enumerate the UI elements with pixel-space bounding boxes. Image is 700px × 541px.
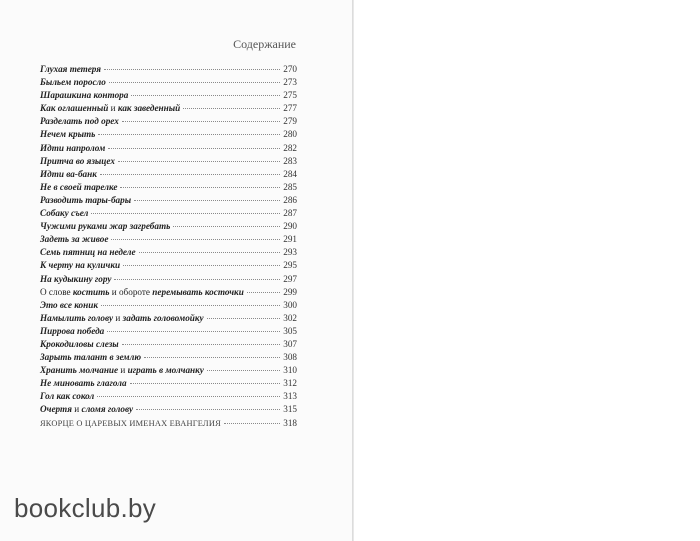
toc-entry [40,259,297,272]
dot-leader [108,148,280,149]
toc-entry [40,377,297,390]
dot-leader [122,344,281,345]
toc-title-fragment: Разводить тары-бары [40,194,132,205]
dot-leader [111,239,280,240]
toc-entry [40,168,297,181]
toc-entry-title [40,63,101,76]
toc-page-number: 308 [283,352,297,363]
table-of-contents [40,63,297,430]
toc-title-fragment: Намылить голову [40,312,114,323]
dot-leader [114,279,280,280]
toc-page-number: 279 [283,116,297,127]
toc-page-number: 285 [283,181,297,192]
toc-title-fragment: Пиррова победа [40,325,105,336]
toc-entry [40,312,297,325]
toc-page-number: 300 [283,299,297,310]
toc-entry-title [40,351,141,364]
toc-title-fragment: и обороте [109,286,153,297]
toc-title-fragment: Разделать под орех [40,116,119,127]
toc-entry [40,142,297,155]
toc-entry [40,128,297,141]
toc-entry-title [40,246,136,259]
dot-leader [139,252,281,253]
toc-page-number: 280 [283,129,297,140]
toc-title-fragment: сломя голову [81,404,134,415]
toc-title-fragment: и [118,365,128,376]
toc-title-fragment: Не в своей тарелке [40,181,118,192]
toc-page-number: 293 [283,247,297,258]
toc-entry-title [40,325,104,338]
toc-entry [40,338,297,351]
dot-leader [173,226,280,227]
toc-page-number: 287 [283,208,297,219]
toc-entry-title [40,168,97,181]
toc-title-fragment: костить [72,286,110,297]
toc-title-fragment: Очертя [40,404,72,415]
toc-entry [40,76,297,89]
toc-page-number: 275 [283,90,297,101]
toc-entry-title [40,390,94,403]
toc-page-number: 302 [283,312,297,323]
toc-entry [40,351,297,364]
dot-leader [136,409,280,410]
dot-leader [100,174,280,175]
toc-entry [40,63,297,76]
toc-title-fragment: задать головомойку [122,312,204,323]
toc-title-fragment: Нечем крыть [40,129,96,140]
toc-entry [40,417,297,430]
toc-page-number: 299 [283,286,297,297]
toc-title-fragment: Как оглашенный [40,103,109,114]
toc-entry [40,89,297,102]
toc-entry-title [40,76,106,89]
toc-page-number: 318 [283,417,297,428]
toc-page-number: 283 [283,155,297,166]
toc-entry-title [40,128,95,141]
toc-page-number: 295 [283,260,297,271]
toc-entry-title [40,259,120,272]
toc-entry [40,246,297,259]
toc-entry [40,194,297,207]
toc-page-number: 277 [283,103,297,114]
toc-title-fragment: и [72,404,82,415]
dot-leader [130,383,281,384]
dot-leader [144,357,280,358]
toc-title-fragment: О слове [40,286,73,297]
dot-leader [134,200,280,201]
toc-entry [40,220,297,233]
toc-title-fragment: К черту на кулички [40,260,121,271]
toc-title-fragment: Семь пятниц на неделе [40,247,136,258]
toc-title-fragment: Чужими руками жар загребать [40,221,171,232]
watermark: bookclub.by [14,493,157,523]
dot-leader [247,292,280,293]
toc-page-number: 310 [283,365,297,376]
toc-entry [40,207,297,220]
toc-entry-title [40,312,204,325]
dot-leader [107,331,280,332]
toc-entry [40,273,297,286]
dot-leader [122,121,280,122]
toc-entry [40,364,297,377]
toc-entry-title [40,377,127,390]
toc-page-number: 273 [283,77,297,88]
toc-title-fragment: Быльем поросло [40,77,106,88]
dot-leader [97,396,280,397]
toc-page-number: 286 [283,194,297,205]
toc-entry [40,390,297,403]
toc-title-fragment: Идти ва-банк [40,168,97,179]
dot-leader [104,69,280,70]
toc-entry-title [40,207,88,220]
toc-entry-title [40,364,204,377]
toc-title-fragment: ЯКОРЦЕ О ЦАРЕВЫХ ИМЕНАХ ЕВАНГЕЛИЯ [40,418,221,428]
toc-page-number: 291 [283,234,297,245]
dot-leader [224,423,280,424]
toc-page-number: 270 [283,64,297,74]
dot-leader [109,82,280,83]
toc-page-number: 307 [283,338,297,349]
dot-leader [123,265,280,266]
toc-page-number: 282 [283,142,297,153]
toc-title-fragment: Крокодиловы слезы [40,338,119,349]
toc-entry-title [40,233,108,246]
toc-page-number: 315 [283,404,297,415]
dot-leader [131,95,280,96]
dot-leader [101,305,280,306]
toc-title-fragment: На кудыкину гору [40,273,112,284]
toc-page-number: 313 [283,391,297,402]
toc-entry-title [40,338,119,351]
toc-entry [40,181,297,194]
toc-entry [40,299,297,312]
toc-title-fragment: Идти напролом [40,142,106,153]
toc-entry [40,286,297,299]
toc-title-fragment: Глухая тетеря [40,64,101,74]
toc-entry-title [40,194,131,207]
toc-title-fragment: Не миновать глагола [40,378,127,389]
toc-entry-title [40,417,221,430]
toc-title-fragment: Задеть за живое [40,234,109,245]
dot-leader [207,318,281,319]
toc-title-fragment: играть в молчанку [127,365,204,376]
toc-entry-title [40,286,244,299]
dot-leader [98,134,280,135]
toc-page-number: 305 [283,325,297,336]
toc-entry [40,325,297,338]
toc-page-number: 312 [283,378,297,389]
toc-title-fragment: Притча во языцех [40,155,115,166]
toc-page-number: 290 [283,221,297,232]
toc-entry-title [40,102,180,115]
toc-entry-title [40,89,128,102]
toc-entry-title [40,220,170,233]
toc-title-fragment: Это все коник [40,299,98,310]
toc-entry [40,403,297,416]
toc-entry-title [40,403,133,416]
toc-title-fragment: Собаку съел [40,208,89,219]
toc-title-fragment: как заведенный [117,103,181,114]
toc-entry [40,115,297,128]
toc-title-fragment: Шарашкина контора [40,90,129,101]
toc-entry-title [40,181,117,194]
page-header-title: Содержание [233,37,296,51]
toc-page-number: 284 [283,168,297,179]
right-page [354,0,700,541]
toc-entry [40,233,297,246]
toc-title-fragment: Зарыть талант в землю [40,352,142,363]
toc-entry-title [40,299,98,312]
dot-leader [120,187,280,188]
toc-entry [40,155,297,168]
toc-entry-title [40,142,105,155]
toc-entry-title [40,273,111,286]
toc-entry [40,102,297,115]
toc-title-fragment: Гол как сокол [40,391,95,402]
dot-leader [207,370,280,371]
dot-leader [183,108,280,109]
toc-entry-title [40,155,115,168]
toc-title-fragment: Хранить молчание [40,365,119,376]
toc-title-fragment: и [108,103,118,114]
dot-leader [118,161,280,162]
toc-title-fragment: и [113,312,123,323]
toc-entry-title [40,115,119,128]
toc-title-fragment: перемывать косточки [152,286,244,297]
dot-leader [91,213,280,214]
toc-page-number: 297 [283,273,297,284]
